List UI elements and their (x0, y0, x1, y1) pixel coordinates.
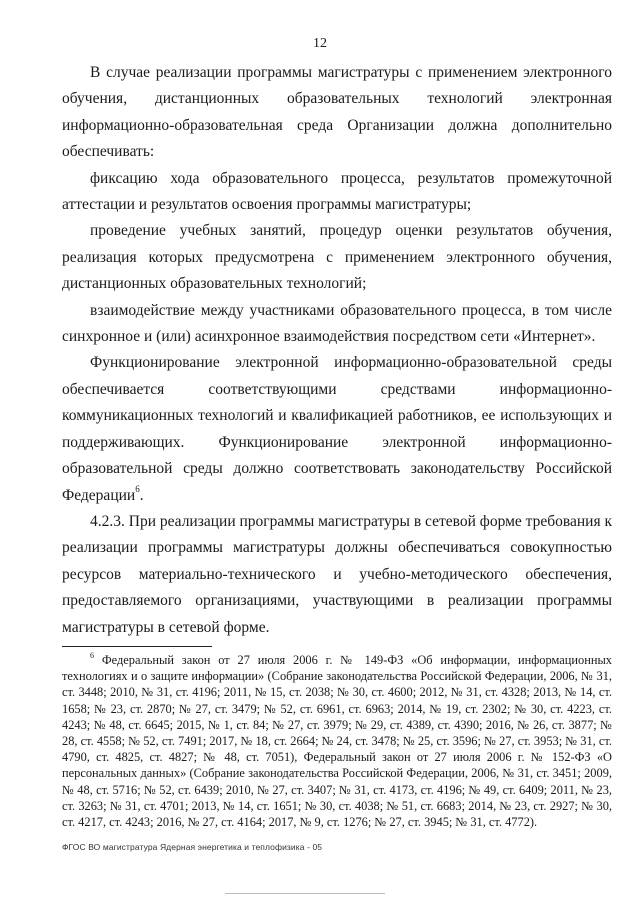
footnote-reference[interactable]: 6 (135, 484, 140, 495)
paragraph-environment-functioning-tail: . (139, 486, 144, 504)
body-text (62, 60, 612, 641)
paragraph-participant-interaction: взаимодействие между участниками образовательного процесса, в том числе синхронное и (или) асинхронное взаимодействия посредством сети «Интернет». (62, 301, 612, 346)
page-number: 12 (313, 36, 327, 51)
footnote-separator (62, 646, 212, 647)
scan-edge-line (225, 893, 385, 894)
paragraph-process-recording: фиксацию хода образовательного процесса, результатов промежуточной аттестации и результатов освоения программы магистратуры; (62, 169, 612, 214)
paragraph-network-form: 4.2.3. При реализации программы магистратуры в сетевой форме требования к реализации программы магистратуры должны обеспечиваться совокупностью ресурсов материально-технического и учебно-методического обеспечения, предоставляемого организациями, участвующими в реализации программы магистратуры в сетевой форме. (62, 512, 612, 636)
page-footer: ФГОС ВО магистратура Ядерная энергетика и теплофизика - 05 (62, 842, 323, 852)
paragraph-conducting-classes: проведение учебных занятий, процедур оценки результатов обучения, реализация которых предусмотрена с применением электронного обучения, дистанционных образовательных технологий; (62, 222, 612, 293)
footnote-marker: 6 (90, 650, 94, 660)
paragraph-environment-functioning (62, 350, 612, 508)
paragraph-environment-functioning-text: Функционирование электронной информационно-образовательной среды обеспечивается соответствующими средствами информационно-коммуникационных технологий и квалификацией работников, ее использующих и поддерживающих. Функционирование электронной информационно-образовательной среды должно соответствовать законодательству Российской Федерации (62, 354, 612, 504)
paragraph-eelearning-requirements: В случае реализации программы магистратуры с применением электронного обучения, дистанционных образовательных технологий электронная информационно-образовательная среда Организации должна дополнительно обеспечивать: (62, 64, 612, 161)
footnote-text: Федеральный закон от 27 июля 2006 г. № 149-ФЗ «Об информации, информационных технологиях и о защите информации» (Собрание законодательства Российской Федерации, 2006, № 31, ст. 3448; 2010, № 31, ст. 4196; 2011, № 15, ст. 2038; № 30, ст. 4600; 2012, № 31, ст. 4328; 2013, № 14, ст. 1658; № 23, ст. 2870; № 27, ст. 3479; № 52, ст. 6961, ст. 6963; 2014, № 19, ст. 2302; № 30, ст. 4223, ст. 4243; № 48, ст. 6645; 2015, № 1, ст. 84; № 27, ст. 3979; № 29, ст. 4389, ст. 4390; 2016, № 26, ст. 3877; № 28, ст. 4558; № 52, ст. 7491; 2017, № 18, ст. 2664; № 24, ст. 3478; № 25, ст. 3596; № 27, ст. 3953; № 31, ст. 4790, ст. 4825, ст. 4827; № 48, ст. 7051), Федеральный закон от 27 июля 2006 г. № 152-ФЗ «О персональных данных» (Собрание законодательства Российской Федерации, 2006, № 31, ст. 3451; 2009, № 48, ст. 5716; № 52, ст. 6439; 2010, № 27, ст. 3407; № 31, ст. 4173, ст. 4196; № 49, ст. 6409; 2011, № 23, ст. 3263; № 31, ст. 4701; 2013, № 14, ст. 1651; № 30, ст. 4038; № 51, ст. 6683; 2014, № 23, ст. 2927; № 30, ст. 4217, ст. 4243; 2016, № 27, ст. 4164; 2017, № 9, ст. 1276; № 27, ст. 3945; № 31, ст. 4772). (62, 653, 612, 830)
footnote (62, 652, 612, 830)
